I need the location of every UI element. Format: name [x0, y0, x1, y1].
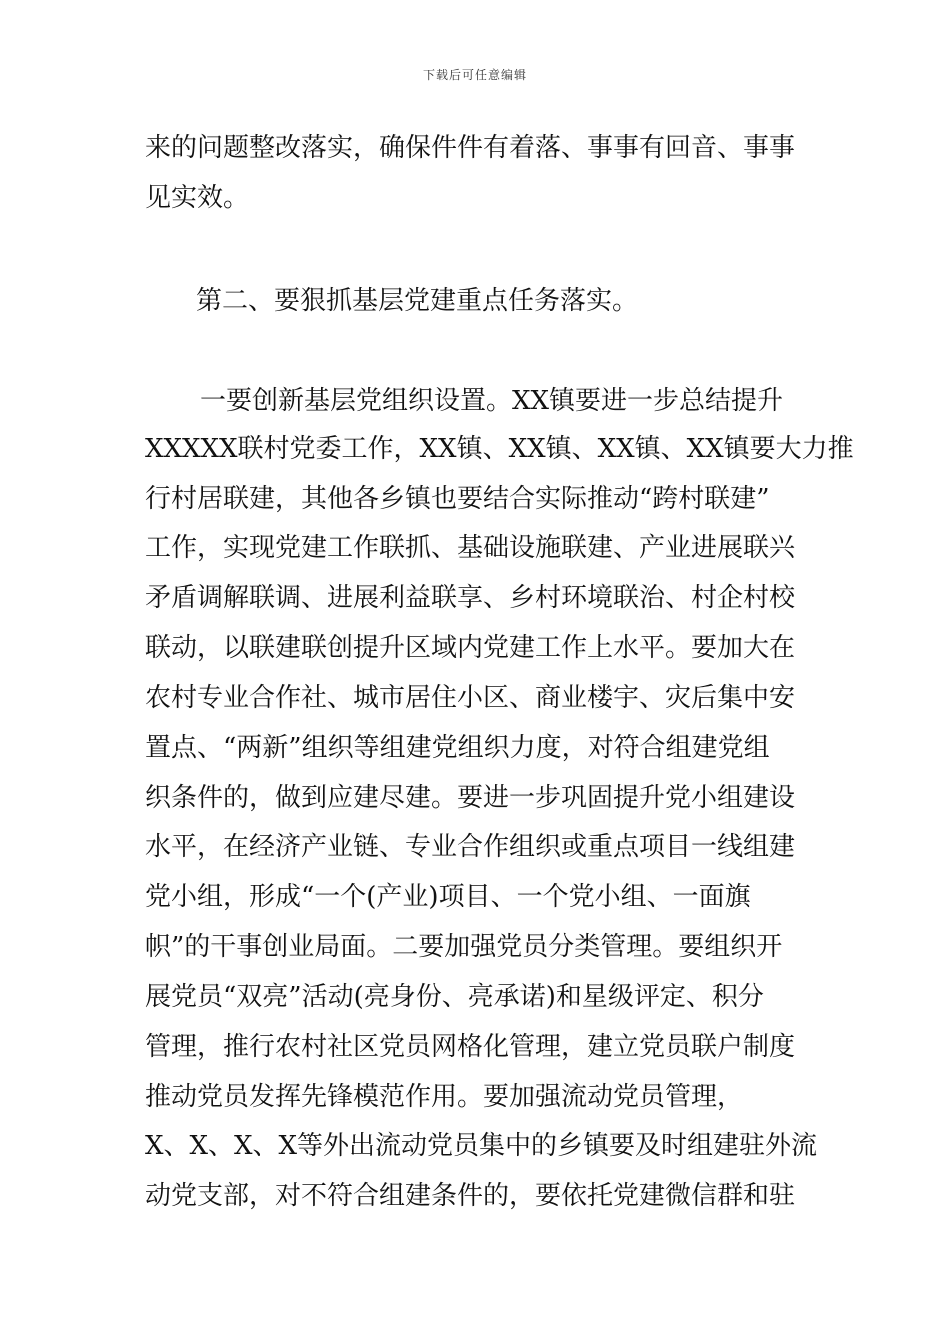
body-text-line: 联动，以联建联创提升区域内党建工作上水平。要加大在 — [145, 633, 796, 663]
body-text-line: 推动党员发挥先锋模范作用。要加强流动党员管理， — [145, 1082, 744, 1112]
body-text-line: 行村居联建，其他各乡镇也要结合实际推动“跨村联建” — [145, 484, 770, 514]
body-text-line: X、X、X、X等外出流动党员集中的乡镇要及时组建驻外流 — [145, 1131, 818, 1161]
body-text-line: 党小组，形成“一个(产业)项目、一个党小组、一面旗 — [145, 882, 751, 912]
body-text-line: 帜”的干事创业局面。二要加强党员分类管理。要组织开 — [145, 932, 783, 962]
body-text-line: XXXXX联村党委工作，XX镇、XX镇、XX镇、XX镇要大力推 — [145, 434, 854, 464]
body-text-line: 农村专业合作社、城市居住小区、商业楼宇、灾后集中安 — [145, 683, 796, 713]
body-text-line: 水平，在经济产业链、专业合作组织或重点项目一线组建 — [145, 832, 796, 862]
body-text-line: 见实效。 — [145, 183, 250, 213]
body-text-line: 矛盾调解联调、进展利益联享、乡村环境联治、村企村校 — [145, 583, 796, 613]
body-text-line: 管理，推行农村社区党员网格化管理，建立党员联户制度 — [145, 1032, 796, 1062]
body-text-line: 展党员“双亮”活动(亮身份、亮承诺)和星级评定、积分 — [145, 982, 764, 1012]
body-text-line: 置点、“两新”组织等组建党组织力度，对符合组建党组 — [145, 733, 770, 763]
page-header-note: 下载后可任意编辑 — [422, 68, 527, 82]
body-text-line: 动党支部，对不符合组建条件的，要依托党建微信群和驻 — [145, 1181, 796, 1211]
body-text-line: 一要创新基层党组织设置。XX镇要进一步总结提升 — [200, 386, 784, 416]
body-text-line: 织条件的，做到应建尽建。要进一步巩固提升党小组建设 — [145, 783, 796, 813]
body-text-line: 工作，实现党建工作联抓、基础设施联建、产业进展联兴 — [145, 533, 796, 563]
body-text-line: 来的问题整改落实，确保件件有着落、事事有回音、事事 — [145, 133, 796, 163]
section-heading: 第二、要狠抓基层党建重点任务落实。 — [196, 286, 639, 316]
